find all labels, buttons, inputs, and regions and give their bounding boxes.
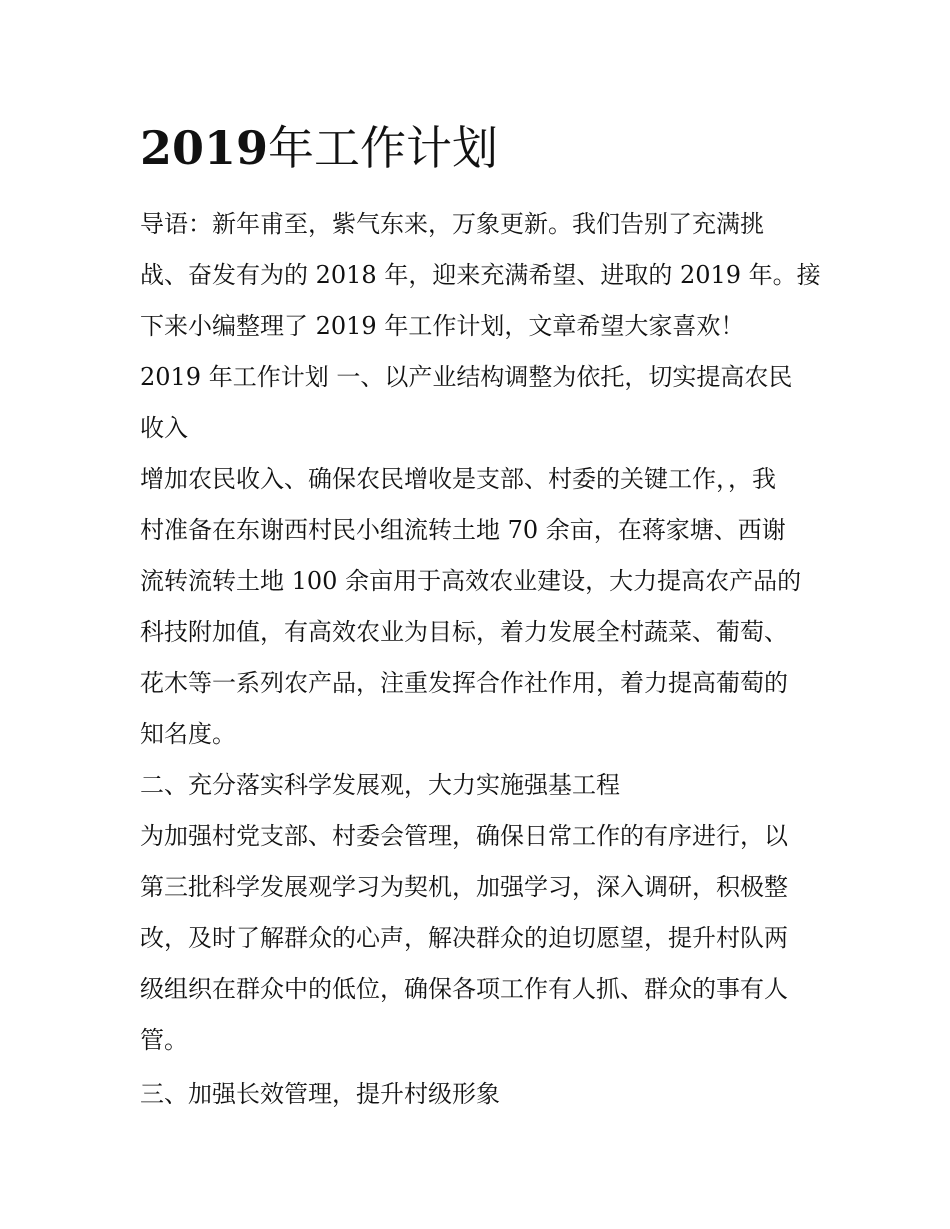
paragraph-line: 管。 (140, 1026, 188, 1054)
paragraph-line: 流转流转土地 100 余亩用于高效农业建设，大力提高农产品的 (140, 567, 802, 595)
paragraph-line: 级组织在群众中的低位，确保各项工作有人抓、群众的事有人 (140, 975, 788, 1003)
paragraph-line: 改，及时了解群众的心声，解决群众的迫切愿望，提升村队两 (140, 924, 788, 952)
intro-line: 下来小编整理了 2019 年工作计划，文章希望大家喜欢！ (140, 312, 745, 340)
title-year: 2019 (140, 121, 269, 175)
intro-line: 导语：新年甫至，紫气东来，万象更新。我们告别了充满挑 (140, 210, 764, 238)
paragraph-line: 科技附加值，有高效农业为目标，着力发展全村蔬菜、葡萄、 (140, 618, 788, 646)
intro-line: 战、奋发有为的 2018 年，迎来充满希望、进取的 2019 年。接 (140, 261, 821, 289)
paragraph-line: 花木等一系列农产品，注重发挥合作社作用，着力提高葡萄的 (140, 669, 788, 697)
section-heading-line: 二、充分落实科学发展观，大力实施强基工程 (140, 771, 620, 799)
section-heading-line: 收入 (140, 414, 188, 442)
section-heading-line: 2019 年工作计划 一、以产业结构调整为依托，切实提高农民 (140, 363, 793, 391)
paragraph-line: 第三批科学发展观学习为契机，加强学习，深入调研，积极整 (140, 873, 788, 901)
title-text: 年工作计划 (268, 121, 499, 175)
paragraph-line: 知名度。 (140, 720, 236, 748)
paragraph-line: 村准备在东谢西村民小组流转土地 70 余亩，在蒋家塘、西谢 (140, 516, 786, 544)
paragraph-line: 增加农民收入、确保农民增收是支部、村委的关键工作，，我 (140, 465, 776, 493)
paragraph-line: 为加强村党支部、村委会管理，确保日常工作的有序进行，以 (140, 822, 788, 850)
page-title (140, 118, 498, 178)
document-body (140, 199, 821, 1120)
section-heading-line: 三、加强长效管理，提升村级形象 (140, 1080, 500, 1108)
